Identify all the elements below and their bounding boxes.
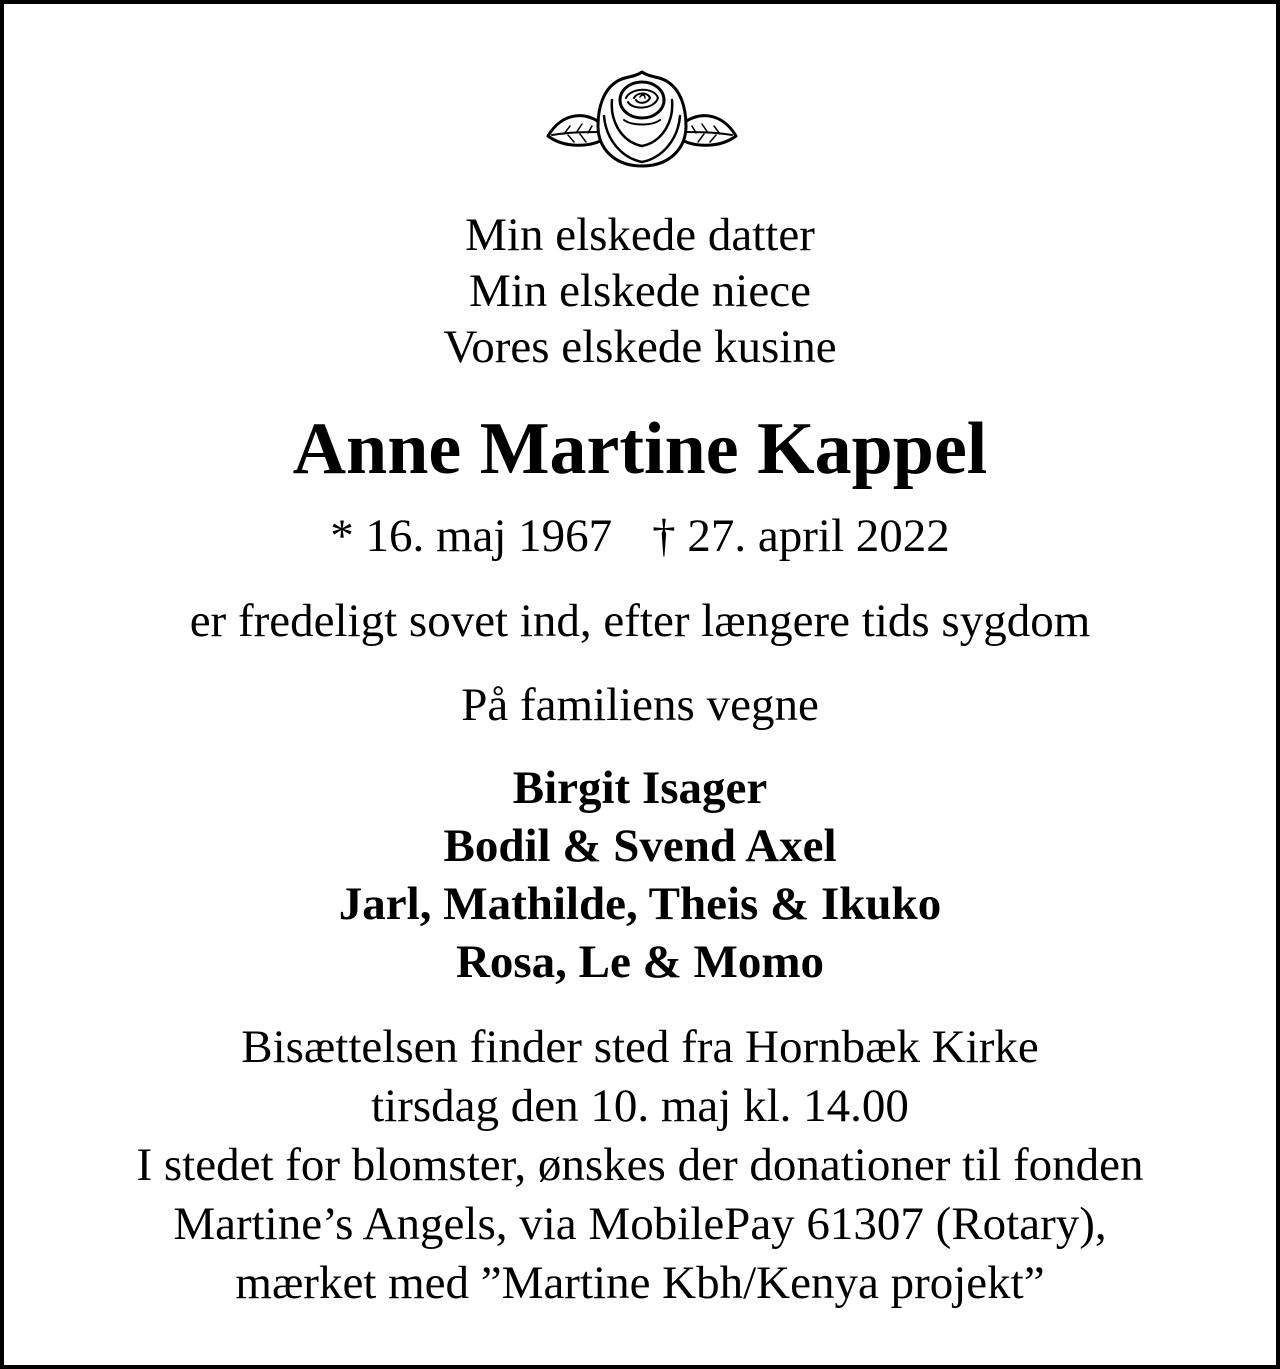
- birth-date: * 16. maj 1967: [330, 510, 613, 562]
- donation-reference: mærket med ”Martine Kbh/Kenya projekt”: [235, 1257, 1045, 1309]
- intro-line-daughter: Min elskede datter: [465, 209, 815, 261]
- family-member-line: Birgit Isager: [512, 762, 768, 814]
- intro-line-cousin: Vores elskede kusine: [443, 321, 837, 373]
- rose-icon: [542, 66, 742, 174]
- deceased-name: Anne Martine Kappel: [292, 408, 988, 490]
- funeral-date-time: tirsdag den 10. maj kl. 14.00: [371, 1080, 909, 1132]
- funeral-location: Bisættelsen finder sted fra Hornbæk Kirke: [241, 1021, 1039, 1073]
- death-date: † 27. april 2022: [652, 510, 950, 562]
- donation-mobilepay: Martine’s Angels, via MobilePay 61307 (Rotary),: [173, 1198, 1107, 1250]
- life-dates: [4, 510, 1276, 562]
- family-member-line: Jarl, Mathilde, Theis & Ikuko: [338, 878, 942, 930]
- on-behalf-line: På familiens vegne: [461, 679, 819, 731]
- donation-request: I stedet for blomster, ønskes der donationer til fonden: [136, 1139, 1144, 1191]
- intro-line-niece: Min elskede niece: [469, 265, 811, 317]
- family-member-line: Bodil & Svend Axel: [443, 820, 837, 872]
- passing-statement: er fredeligt sovet ind, efter længere tids sygdom: [189, 595, 1091, 647]
- family-member-line: Rosa, Le & Momo: [455, 936, 825, 988]
